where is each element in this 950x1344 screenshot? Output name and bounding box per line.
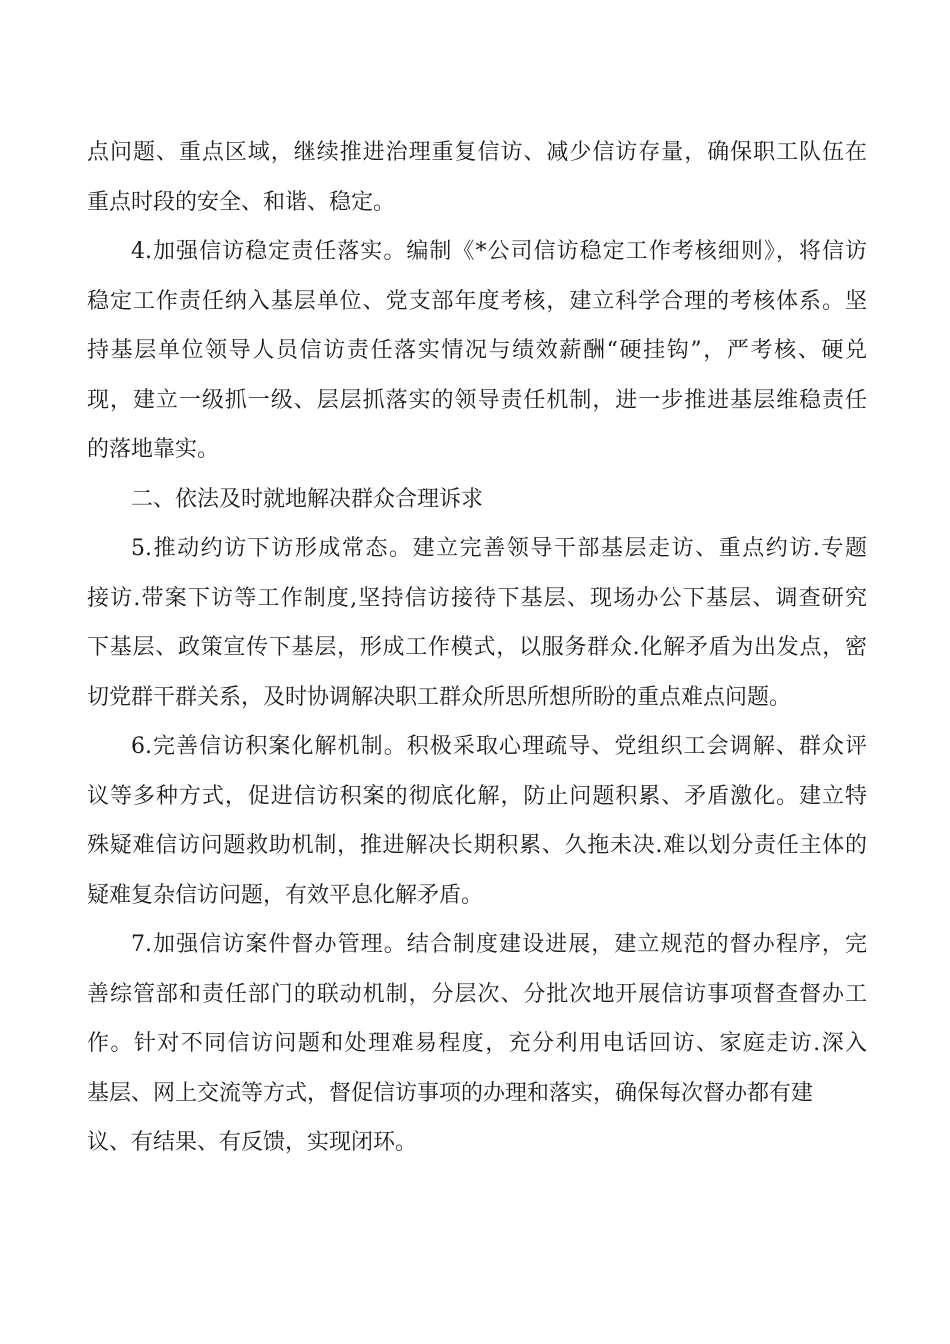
text-line: 点问题、重点区域，继续推进治理重复信访、减少信访存量，确保职工队伍在 <box>87 140 867 165</box>
text-line: 切党群干群关系，及时协调解决职工群众所思所想所盼的重点难点问题。 <box>87 684 792 710</box>
text-line: 疑难复杂信访问题，有效平息化解矛盾。 <box>87 882 484 908</box>
document-body <box>87 128 867 1168</box>
text-line: 善综管部和责任部门的联动机制，分层次、分批次地开展信访事项督查督办工 <box>87 981 867 1007</box>
text-line: 持基层单位领导人员信访责任落实情况与绩效薪酬“硬挂钩”，严考核、硬兑 <box>87 338 867 363</box>
paragraph-7-start: 7.加强信访案件督办管理。结合制度建设进展，建立规范的督办程序，完 <box>131 932 867 957</box>
text-line: 议等多种方式，促进信访积案的彻底化解，防止问题积累、矛盾激化。建立特 <box>87 783 867 809</box>
paragraph-4-start: 4.加强信访稳定责任落实。编制《*公司信访稳定工作考核细则》，将信访 <box>131 239 867 264</box>
text-line: 议、有结果、有反馈，实现闭环。 <box>87 1130 418 1155</box>
text-line: 殊疑难信访问题救助机制，推进解决长期积累、久拖未决.难以划分责任主体的 <box>87 833 867 858</box>
text-line: 下基层、政策宣传下基层，形成工作模式，以服务群众.化解矛盾为出发点，密 <box>87 635 867 660</box>
text-line: 重点时段的安全、和谐、稳定。 <box>87 189 396 215</box>
text-line: 现，建立一级抓一级、层层抓落实的领导责任机制，进一步推进基层维稳责任 <box>87 387 867 413</box>
text-line: 稳定工作责任纳入基层单位、党支部年度考核，建立科学合理的考核体系。坚 <box>87 288 867 314</box>
section-heading: 二、依法及时就地解决群众合理诉求 <box>131 486 484 512</box>
paragraph-6-start: 6.完善信访积案化解机制。积极采取心理疏导、党组织工会调解、群众评 <box>131 734 867 759</box>
text-line: 的落地靠实。 <box>87 437 220 462</box>
text-line: 接访.带案下访等工作制度,坚持信访接待下基层、现场办公下基层、调查研究 <box>87 585 867 611</box>
paragraph-5-start: 5.推动约访下访形成常态。建立完善领导干部基层走访、重点约访.专题 <box>131 536 867 561</box>
text-line: 作。针对不同信访问题和处理难易程度，充分利用电话回访、家庭走访.深入 <box>87 1031 867 1056</box>
text-line: 基层、网上交流等方式，督促信访事项的办理和落实，确保每次督办都有建 <box>87 1080 814 1106</box>
